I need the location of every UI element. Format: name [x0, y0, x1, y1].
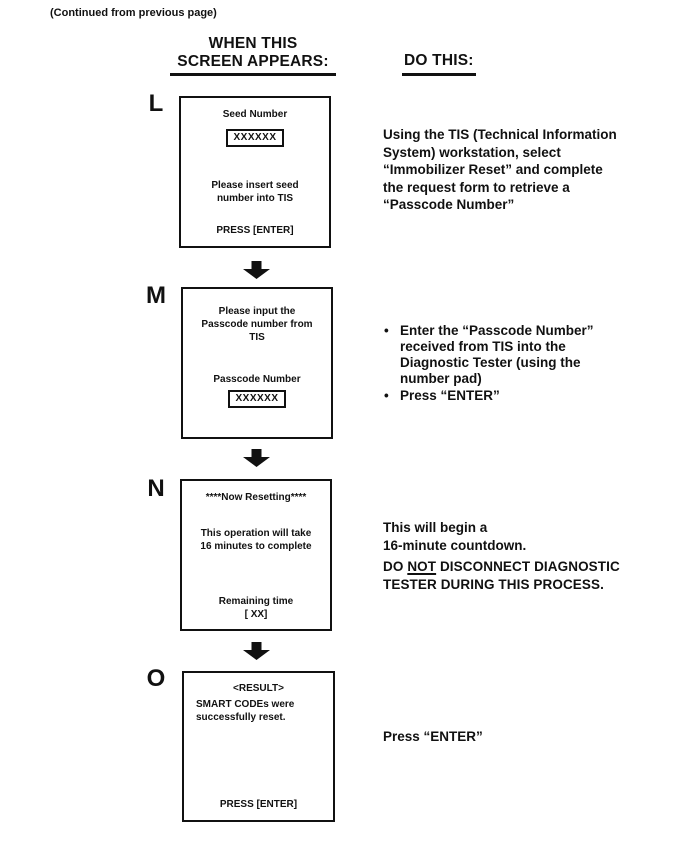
bullet-icon: • — [384, 388, 389, 403]
warning-prefix: DO — [383, 559, 408, 574]
screen-box-n — [180, 479, 332, 631]
screen-o-body-line1: SMART CODEs were — [196, 699, 295, 710]
instruction-n-warning-line2: TESTER DURING THIS PROCESS. — [383, 576, 604, 592]
seed-number-field: XXXXXX — [226, 129, 284, 147]
screen-m-body-line2: Passcode number from — [201, 319, 313, 330]
instruction-n — [383, 519, 673, 593]
screen-box-m — [181, 287, 333, 439]
instruction-m-b1-line4: number pad) — [400, 371, 482, 386]
instruction-m-b1-line2: received from TIS into the — [400, 339, 566, 354]
screen-l-body-line1: Please insert seed — [211, 180, 299, 191]
screen-o-footer: PRESS [ENTER] — [219, 799, 298, 810]
instruction-m-b2-line1: Press “ENTER” — [400, 388, 500, 403]
down-arrow-icon — [243, 261, 270, 279]
instruction-m-b1-line3: Diagnostic Tester (using the — [400, 355, 581, 370]
instruction-o-line1: Press “ENTER” — [383, 729, 483, 744]
screen-n-footer-line1: Remaining time — [218, 596, 294, 607]
screen-n-body-line2: 16 minutes to complete — [200, 541, 312, 552]
step-letter-m: M — [146, 282, 166, 309]
screen-l-body-line2: number into TIS — [216, 193, 294, 204]
screen-m-body-line3: TIS — [249, 332, 265, 343]
instruction-m-bullet1 — [384, 323, 674, 387]
warning-suffix: DISCONNECT DIAGNOSTIC — [436, 559, 620, 574]
screen-l-title: Seed Number — [222, 109, 288, 120]
screen-o-body-line2: successfully reset. — [196, 712, 286, 723]
do-this-header: DO THIS: — [402, 52, 476, 76]
instruction-l-line4: the request form to retrieve a — [383, 179, 570, 195]
down-arrow-icon — [243, 449, 270, 467]
down-arrow-icon — [243, 642, 270, 660]
screen-l-footer: PRESS [ENTER] — [216, 225, 294, 236]
when-this-screen-appears-header — [170, 35, 336, 76]
screen-box-o — [182, 671, 335, 822]
warning-underlined-word: NOT — [407, 559, 437, 574]
screen-o-title: <RESULT> — [233, 683, 284, 694]
instruction-m-bullet1-text — [400, 323, 594, 387]
passcode-number-field: XXXXXX — [228, 390, 286, 408]
instruction-m — [384, 323, 674, 405]
screen-m-field-label: Passcode Number — [213, 374, 301, 385]
screen-n-body-line1: This operation will take — [200, 528, 312, 539]
instruction-l — [383, 126, 673, 214]
continued-note: (Continued from previous page) — [50, 7, 217, 19]
when-this-header-line1: WHEN THIS — [208, 35, 298, 52]
step-letter-l: L — [148, 90, 164, 117]
step-letter-o: O — [146, 665, 166, 692]
screen-box-l — [179, 96, 331, 248]
instruction-n-line1: This will begin a — [383, 520, 488, 535]
instruction-n-warning-line1 — [383, 558, 673, 576]
instruction-m-b1-line1: Enter the “Passcode Number” — [400, 323, 594, 338]
instruction-l-line1: Using the TIS (Technical Information — [383, 127, 617, 142]
instruction-m-bullet2 — [384, 388, 674, 404]
screen-n-title: ****Now Resetting**** — [205, 492, 307, 503]
instruction-l-line5: “Passcode Number” — [383, 197, 515, 212]
step-letter-n: N — [147, 475, 165, 502]
when-this-header-line2: SCREEN APPEARS: — [177, 52, 329, 70]
instruction-l-line2: System) workstation, select — [383, 144, 561, 160]
screen-m-body-line1: Please input the — [218, 306, 296, 317]
instruction-l-line3: “Immobilizer Reset” and complete — [383, 162, 603, 177]
bullet-icon: • — [384, 323, 389, 338]
instruction-o — [383, 728, 673, 746]
screen-n-footer-line2: [ XX] — [244, 609, 268, 620]
instruction-n-line2: 16-minute countdown. — [383, 537, 527, 553]
